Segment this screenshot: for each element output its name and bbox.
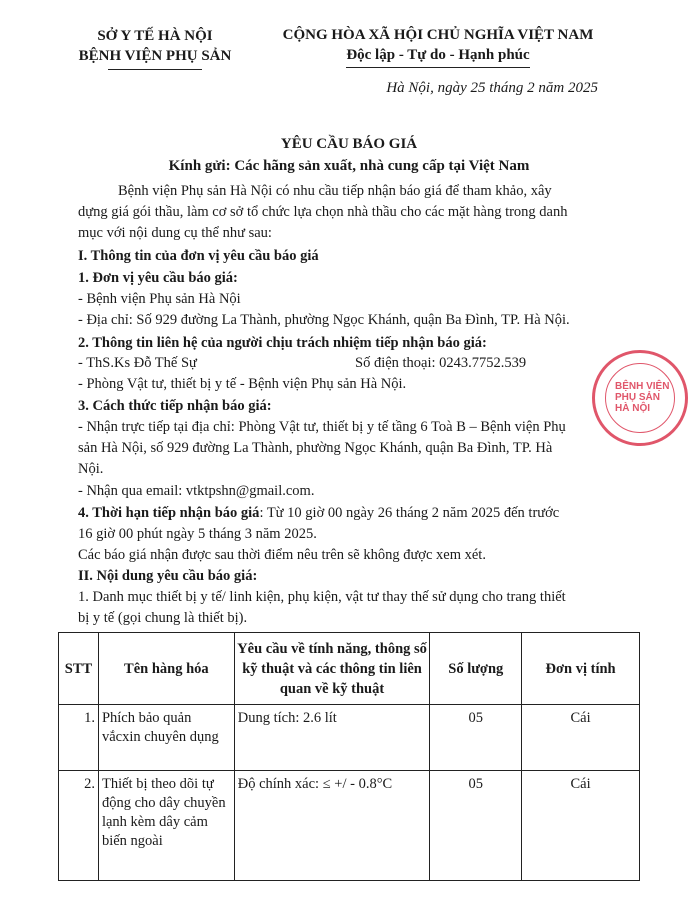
cell-unit: Cái: [522, 771, 640, 881]
late-note: Các báo giá nhận được sau thời điểm nêu trên sẽ không được xem xét.: [78, 547, 486, 563]
national-motto: Độc lập - Tự do - Hạnh phúc: [346, 47, 530, 63]
header-requirements-line: Yêu cầu về tính năng, thông số: [237, 640, 427, 657]
cell-stt: 1.: [59, 705, 99, 771]
cell-requirements: Dung tích: 2.6 lít: [234, 705, 430, 771]
intro-line-2: dựng giá gói thầu, làm cơ sở tổ chức lựa chọn nhà thầu cho các mặt hàng trong danh: [78, 204, 568, 220]
national-title: CỘNG HÒA XÃ HỘI CHỦ NGHĨA VIỆT NAM: [282, 27, 594, 43]
cell-quantity: 05: [430, 771, 522, 881]
section-2-heading: II. Nội dung yêu cầu báo giá:: [78, 568, 258, 584]
cell-name-line: biến ngoài: [101, 833, 163, 849]
motto-underline: [346, 67, 530, 68]
table-row: [59, 771, 640, 881]
cell-name-line: Phích bảo quản: [101, 710, 192, 726]
cell-requirements: Độ chính xác: ≤ +/ - 0.8°C: [234, 771, 430, 881]
hospital-name: BỆNH VIỆN PHỤ SẢN: [78, 48, 232, 64]
cell-name-line: vắcxin chuyên dụng: [101, 729, 219, 745]
cell-name-line: lạnh kèm dây cảm: [101, 814, 208, 830]
subsection-1-heading: 1. Đơn vị yêu cầu báo giá:: [78, 270, 238, 286]
items-table: [58, 632, 640, 881]
agency-name: SỞ Y TẾ HÀ NỘI: [97, 28, 213, 44]
header-requirements-line: quan về kỹ thuật: [279, 680, 385, 697]
subsection-2-heading: 2. Thông tin liên hệ của người chịu trách nhiệm tiếp nhận báo giá:: [78, 335, 487, 351]
subsection-3-heading: 3. Cách thức tiếp nhận báo giá:: [78, 398, 272, 414]
header-quantity: Số lượng: [430, 633, 522, 705]
intro-line-1: Bệnh viện Phụ sản Hà Nội có nhu cầu tiếp nhận báo giá để tham khảo, xây: [118, 183, 552, 199]
addressee: Kính gửi: Các hãng sản xuất, nhà cung cấp tại Việt Nam: [168, 158, 530, 174]
contact-name: - ThS.Ks Đỗ Thế Sự: [78, 355, 197, 371]
intro-line-3: mục với nội dung cụ thể như sau:: [78, 225, 272, 241]
section-1-heading: I. Thông tin của đơn vị yêu cầu báo giá: [78, 248, 319, 264]
list-intro-line-2: bị y tế (gọi chung là thiết bị).: [78, 610, 248, 626]
deadline-line-1: [78, 505, 559, 522]
receive-direct-line-2: sản Hà Nội, số 929 đường La Thành, phường Ngọc Khánh, quận Ba Đình, TP. Hà: [78, 440, 553, 456]
contact-phone: Số điện thoại: 0243.7752.539: [355, 355, 527, 371]
subsection-4-heading: 4. Thời hạn tiếp nhận báo giá: [78, 505, 260, 521]
header-unit: Đơn vị tính: [522, 633, 640, 705]
table-header-row: [59, 633, 640, 705]
cell-name-line: Thiết bị theo dõi tự: [101, 776, 214, 792]
cell-name-line: động cho dây chuyền: [101, 795, 226, 811]
cell-unit: Cái: [522, 705, 640, 771]
header-requirements: [234, 633, 430, 705]
receive-direct-line-3: Nội.: [78, 461, 104, 477]
header-requirements-line: kỹ thuật và các thông tin liên: [242, 660, 422, 677]
date-line: Hà Nội, ngày 25 tháng 2 năm 2025: [386, 80, 598, 96]
list-intro-line-1: 1. Danh mục thiết bị y tế/ linh kiện, phụ kiện, vật tư thay thế sử dụng cho trang thiết: [78, 589, 566, 605]
header-name: Tên hàng hóa: [98, 633, 234, 705]
deadline-text: : Từ 10 giờ 00 ngày 26 tháng 2 năm 2025 đến trước: [259, 505, 560, 521]
cell-quantity: 05: [430, 705, 522, 771]
deadline-line-2: 16 giờ 00 phút ngày 5 tháng 3 năm 2025.: [78, 526, 317, 542]
unit-address: - Địa chỉ: Số 929 đường La Thành, phường Ngọc Khánh, quận Ba Đình, TP. Hà Nội.: [78, 312, 570, 328]
cell-stt: 2.: [59, 771, 99, 881]
table-row: [59, 705, 640, 771]
receive-direct-line-1: - Nhận trực tiếp tại địa chỉ: Phòng Vật tư, thiết bị y tế tầng 6 Toà B – Bệnh viện Phụ: [78, 419, 566, 435]
stamp-center-text: BỆNH VIỆN PHỤ SẢN HÀ NỘI: [615, 381, 670, 414]
document-title: YÊU CẦU BÁO GIÁ: [280, 136, 418, 152]
official-stamp: [592, 350, 688, 446]
cell-name: [98, 705, 234, 771]
unit-name: - Bệnh viện Phụ sản Hà Nội: [78, 291, 241, 307]
contact-department: - Phòng Vật tư, thiết bị y tế - Bệnh viện Phụ sản Hà Nội.: [78, 376, 407, 392]
receive-email: - Nhận qua email: vtktpshn@gmail.com.: [78, 483, 315, 499]
hospital-underline: [108, 69, 202, 70]
cell-name: [98, 771, 234, 881]
header-stt: STT: [59, 633, 99, 705]
